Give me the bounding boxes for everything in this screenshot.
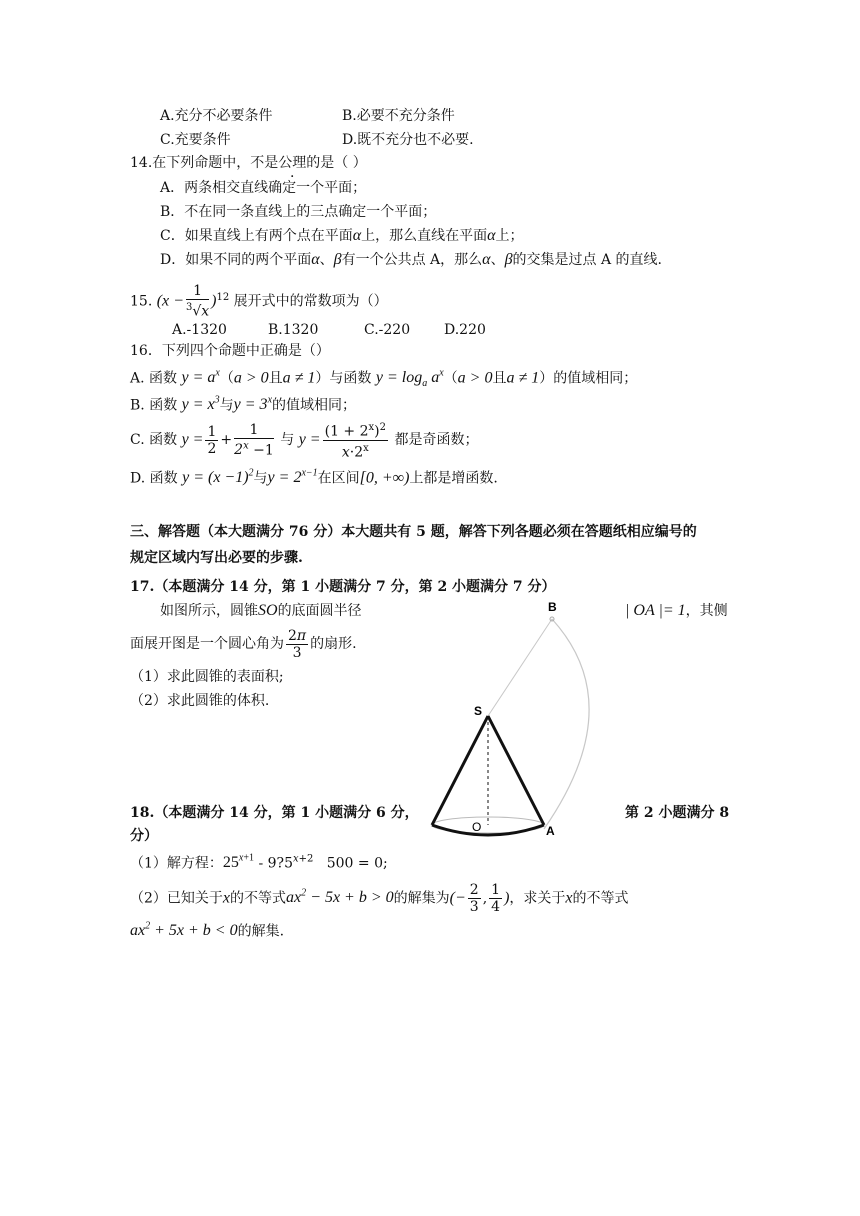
label-a: A (546, 824, 555, 838)
math-expr: | OA |= 1 (625, 602, 686, 619)
q13-option-a: A.充分不必要条件 (160, 108, 273, 124)
q18-heading-left: 18.（本题满分 14 分，第 1 小题满分 6 分， (130, 805, 419, 821)
q14-option-a: A．两条相交直线确定一个平面； (160, 180, 367, 196)
q15-option-a: A.-1320 (172, 322, 227, 338)
q13-option-b: B.必要不充分条件 (342, 108, 455, 124)
math-expr: $y = (x -1)^2$ (182, 468, 254, 487)
sector-arc (544, 619, 589, 829)
q14-option-c (160, 226, 524, 246)
q14-d-pre: D．如果不同的两个平面 (160, 252, 312, 268)
alpha-symbol: α (352, 227, 362, 244)
q16-b-mid: 与 (219, 397, 234, 414)
q14-stem-dotted: 公理 (278, 155, 307, 171)
q18-p2-post2: 的不等式 (572, 890, 629, 907)
q14-stem (130, 153, 367, 173)
q18-heading-right: 第 2 小题满分 8 (625, 805, 730, 821)
q15-text: 展开式中的常数项为（） (233, 293, 388, 310)
q16-c-mid: 与 (280, 432, 295, 449)
beta-symbol: β (333, 251, 342, 268)
math-expr: x (565, 889, 573, 907)
q17-l1-mid: 的底面圆半径 (277, 603, 362, 619)
q16-stem: 16．下列四个命题中正确是（） (130, 343, 330, 359)
math-expr: a > 0 (457, 369, 493, 387)
q17-part2: （2）求此圆锥的体积. (130, 693, 270, 709)
q15-exponent: 12 (216, 292, 230, 303)
q14-option-d (160, 250, 662, 270)
math-expr: a ≠ 1 (506, 369, 540, 387)
q15-stem: 15. (x − $\frac{1}{^3√x}$ )$^{12}$ 展开式中的常数项为（） (130, 283, 388, 320)
q15-fraction: $\frac{1}{^3√x}$ (185, 283, 210, 320)
sector-edge-line (488, 619, 552, 716)
q17-part1: （1）求此圆锥的表面积; (130, 669, 284, 685)
math-expr: $y = x^3$ (181, 395, 220, 414)
q17-l1-pre: 如图所示，圆锥 (160, 603, 258, 619)
q18-p2-mid2: 的解集为 (393, 890, 450, 907)
q15-option-b: B.1320 (268, 322, 319, 338)
math-fraction: $\frac{2\pi}{3}$ (288, 627, 307, 661)
q16-d-mid2: 在区间 (317, 470, 360, 487)
q14-d-sep: 、 (319, 252, 334, 268)
label-s: S (474, 704, 483, 718)
q18-part2-line2 (130, 917, 284, 941)
math-expr: y = (298, 431, 321, 449)
cone-base-front (432, 825, 544, 835)
q16-option-b (130, 391, 356, 415)
math-expr: $y = 2^{x-1}$ (267, 468, 318, 487)
q14-d-post: 的交集是过点 A 的直线. (512, 252, 663, 268)
math-fraction: $\frac{1}{2^x -1}$ (234, 421, 274, 459)
q18-p1-pre: （1）解方程： (130, 855, 223, 872)
math-expr: (− (449, 889, 466, 907)
q15-option-c: C.-220 (364, 322, 411, 338)
q16-d-pre: D. 函数 (130, 470, 178, 487)
q14-d-mid: 有一个公共点 A，那么 (341, 252, 483, 268)
math-expr: SO (258, 602, 278, 619)
math-expr: a ≠ 1 (282, 369, 316, 387)
math-fraction: $\frac{1}{4}$ (491, 881, 501, 915)
q16-a-mid: 与函数 (329, 370, 372, 387)
q14-d-sep: 、 (490, 252, 505, 268)
q18-heading-cont: 分） (130, 828, 158, 844)
cone-slant-left (432, 716, 488, 825)
q17-line2 (130, 626, 357, 662)
q18-part1: （1）解方程：$25^{x+1}$ - $9?5^{x+2}$ 500 = 0; (130, 853, 388, 872)
q17-l1-right-post: ，其侧 (685, 603, 728, 619)
q18-p2-mid: 的不等式 (230, 890, 287, 907)
section-3-heading-line2: 规定区域内写出必要的步骤. (130, 550, 303, 566)
q16-a-cond: 且 (268, 370, 283, 387)
q16-c-pre: C. 函数 (130, 432, 178, 449)
q16-option-c: C. 函数 y = $\frac{1}{2}$ + $\frac{1}{2^x -1}$ 与 y = $\frac{(1 + 2^x)^2}{x\cdot 2^x}$ 都是奇函数； (130, 421, 479, 461)
q14-c-mid: 上，那么直线在平面 (361, 228, 488, 244)
math-expr: a > 0 (233, 369, 269, 387)
beta-symbol: β (504, 251, 513, 268)
q16-d-mid: 与 (253, 470, 268, 487)
math-expr: $y = a^x$ (181, 368, 220, 387)
q17-line1-left (160, 601, 362, 621)
math-expr: $25^{x+1}$ (222, 853, 255, 872)
q15-option-d: D.220 (444, 322, 486, 338)
q17-l2-post: 的扇形. (310, 636, 357, 652)
cone-slant-right (488, 716, 544, 825)
math-expr: x (222, 889, 231, 907)
q16-d-post: 上都是增函数. (409, 470, 498, 487)
q18-p1-post: 500 = 0 (326, 855, 383, 872)
q14-stem-pre: 14.在下列命题中，不是 (130, 155, 279, 171)
alpha-symbol: α (487, 227, 496, 244)
q16-a-pre: A. 函数 (130, 370, 178, 387)
q14-stem-post: 的是（ ） (306, 155, 367, 171)
math-expr: $y = 3^x$ (233, 395, 273, 414)
section-3-heading-line1: 三、解答题（本大题满分 76 分）本大题共有 5 题，解答下列各题必须在答题纸相应编号的 (130, 524, 697, 540)
q16-b-pre: B. 函数 (130, 397, 178, 414)
q18-part2-line1: （2）已知关于x的不等式$ax^2 - 5x + b > 0$的解集为(− $\frac{2}{3}$ , $\frac{1}{4}$ )，求关于x的不等式 (130, 881, 629, 915)
label-b: B (548, 600, 557, 614)
math-fraction: $\frac{(1 + 2^x)^2}{x\cdot 2^x}$ (324, 422, 387, 461)
q18-p2-post: ，求关于 (509, 890, 566, 907)
q13-option-d: D.既不充分也不必要. (342, 132, 474, 148)
q16-b-post: 的值域相同； (272, 397, 357, 414)
q16-c-post: 都是奇函数； (394, 432, 479, 449)
math-expr: $ax^2 - 5x + b > 0$ (286, 888, 394, 907)
q16-option-d (130, 464, 498, 488)
q17-heading: 17.（本题满分 14 分，第 1 小题满分 7 分，第 2 小题满分 7 分） (130, 579, 556, 595)
q14-c-post: 上； (495, 228, 524, 244)
q14-option-b: B．不在同一条直线上的三点确定一个平面； (160, 204, 437, 220)
q15-number: 15. (130, 293, 153, 310)
q16-option-a: A. 函数 $y = a^x(a > 0$且a ≠ 1）与函数 $y = \log_a a^x(a > 0$且a ≠ 1）的值域相同； (130, 368, 638, 390)
math-expr: y = (181, 431, 204, 449)
math-fraction: $\frac{2}{3}$ (469, 881, 479, 915)
q15-formula: (x − (156, 292, 184, 310)
math-expr: $ax^2 + 5x + b < 0$ (130, 921, 238, 940)
q17-l2-pre: 面展开图是一个圆心角为 (130, 636, 284, 652)
math-expr: $y = \log_a a^x$ (375, 368, 444, 390)
q13-option-c: C.充要条件 (160, 132, 231, 148)
q18-p1-mid: - 9?5 (258, 855, 293, 872)
alpha-symbol: α (311, 251, 320, 268)
label-o: O (472, 820, 482, 834)
q18-p2-pre: （2）已知关于 (130, 890, 223, 907)
alpha-symbol: α (482, 251, 491, 268)
math-fraction: $\frac{1}{2}$ (207, 423, 217, 457)
math-expr: [0, +∞) (359, 469, 410, 487)
q16-a-cond: 且 (492, 370, 507, 387)
q14-c-pre: C．如果直线上有两个点在平面 (160, 228, 353, 244)
q16-a-post: 的值域相同； (553, 370, 638, 387)
q18-p2-line2-post: 的解集. (237, 923, 285, 940)
